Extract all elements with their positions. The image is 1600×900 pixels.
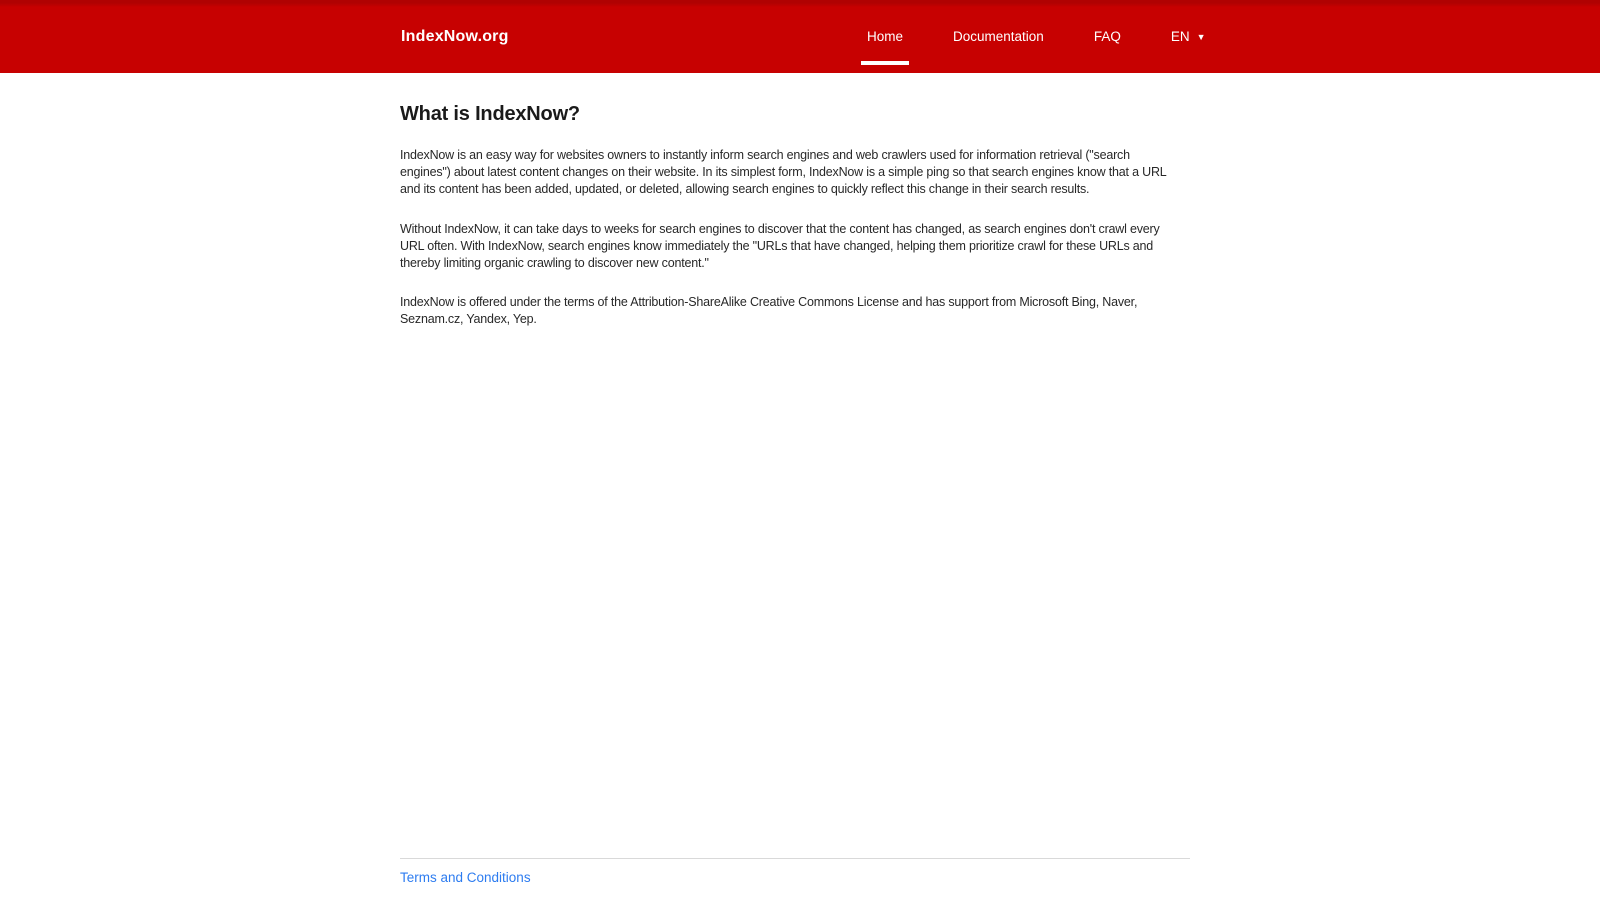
page-title: What is IndexNow? (400, 103, 580, 125)
nav-item-documentation-label: Documentation (953, 29, 1044, 44)
header (0, 0, 1600, 73)
language-selector[interactable] (1146, 0, 1231, 73)
license-paragraph: IndexNow is offered under the terms of the Attribution-ShareAlike Creative Commons License and has support from Microsoft Bing, Naver, Seznam.cz, Yandex, Yep. (400, 295, 1138, 327)
nav-item-home-label: Home (867, 29, 904, 44)
home-active-indicator (861, 61, 909, 65)
nav-item-faq[interactable] (1069, 0, 1146, 73)
site-logo[interactable]: IndexNow.org (401, 27, 509, 45)
nav-item-faq-label: FAQ (1093, 29, 1121, 44)
terms-and-conditions-link[interactable]: Terms and Conditions (400, 870, 531, 885)
main-nav (842, 0, 1231, 73)
nav-item-documentation[interactable] (928, 0, 1069, 73)
main-content (400, 73, 1178, 329)
language-selector-label: EN (1170, 29, 1190, 44)
footer (400, 858, 1190, 887)
chevron-down-icon: ▼ (1196, 32, 1206, 42)
intro-paragraph: IndexNow is an easy way for websites owners to instantly inform search engines and web crawlers used for information retrieval ("search engines") about latest content changes on their website. In its simplest form, IndexNow is a simple ping so that search engines know that a URL and its content has been added, updated, or deleted, allowing search engines to quickly reflect this change in their search results. (400, 148, 1167, 197)
benefit-paragraph: Without IndexNow, it can take days to weeks for search engines to discover that the content has changed, as search engines don't crawl every URL often. With IndexNow, search engines know immediately the "URLs that have changed, helping them prioritize crawl for these URLs and thereby limiting organic crawling to discover new content." (400, 221, 1160, 271)
nav-item-home[interactable] (842, 0, 928, 73)
